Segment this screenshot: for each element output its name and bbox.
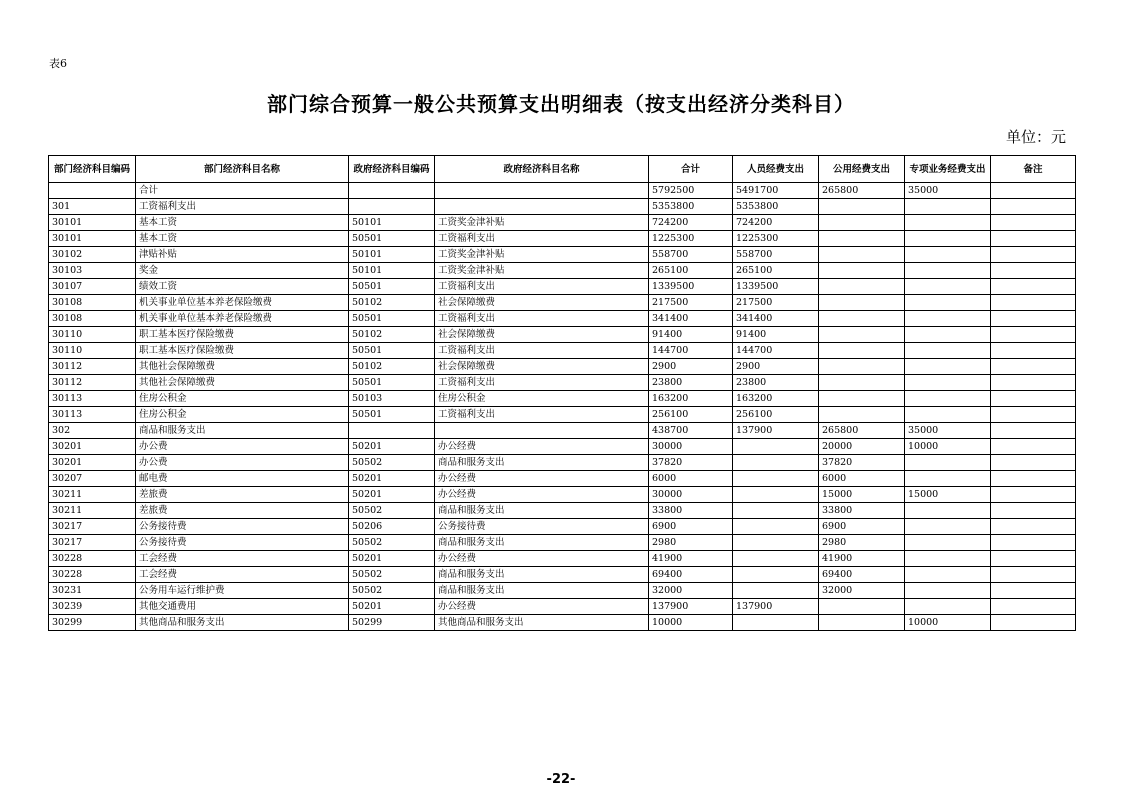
cell-special: 35000 [905, 423, 991, 439]
cell-dept-code: 30112 [49, 359, 136, 375]
cell-special [905, 295, 991, 311]
cell-dept-name: 公务接待费 [136, 519, 349, 535]
cell-note [991, 535, 1076, 551]
cell-total: 137900 [649, 599, 733, 615]
table-row [49, 407, 1076, 423]
cell-gov-code: 50102 [349, 295, 435, 311]
cell-special [905, 231, 991, 247]
cell-gov-code: 50502 [349, 567, 435, 583]
cell-gov-name: 工资福利支出 [435, 279, 649, 295]
cell-gov-code [349, 199, 435, 215]
cell-personnel: 1225300 [733, 231, 819, 247]
cell-public [819, 407, 905, 423]
cell-public: 265800 [819, 423, 905, 439]
cell-dept-code: 302 [49, 423, 136, 439]
cell-public [819, 327, 905, 343]
cell-dept-code: 30113 [49, 391, 136, 407]
table-row [49, 199, 1076, 215]
cell-gov-code: 50201 [349, 439, 435, 455]
cell-dept-name: 工会经费 [136, 551, 349, 567]
cell-gov-name: 商品和服务支出 [435, 535, 649, 551]
cell-note [991, 215, 1076, 231]
cell-public: 41900 [819, 551, 905, 567]
cell-personnel: 341400 [733, 311, 819, 327]
cell-special [905, 535, 991, 551]
cell-gov-code: 50501 [349, 311, 435, 327]
cell-gov-code: 50102 [349, 359, 435, 375]
cell-total: 5792500 [649, 183, 733, 199]
cell-public [819, 295, 905, 311]
cell-public [819, 263, 905, 279]
cell-dept-name: 公务接待费 [136, 535, 349, 551]
cell-dept-code: 30110 [49, 343, 136, 359]
cell-personnel: 2900 [733, 359, 819, 375]
cell-total: 341400 [649, 311, 733, 327]
cell-note [991, 439, 1076, 455]
cell-public [819, 231, 905, 247]
cell-dept-name: 商品和服务支出 [136, 423, 349, 439]
cell-note [991, 583, 1076, 599]
cell-dept-name: 其他社会保障缴费 [136, 359, 349, 375]
cell-note [991, 423, 1076, 439]
table-row [49, 455, 1076, 471]
cell-dept-name: 工会经费 [136, 567, 349, 583]
cell-dept-name: 绩效工资 [136, 279, 349, 295]
cell-gov-code: 50201 [349, 599, 435, 615]
table-row [49, 535, 1076, 551]
cell-personnel: 1339500 [733, 279, 819, 295]
page-number: -22- [546, 772, 576, 787]
header-personnel: 人员经费支出 [733, 156, 819, 183]
cell-dept-code: 30110 [49, 327, 136, 343]
header-gov-name: 政府经济科目名称 [435, 156, 649, 183]
cell-total: 6900 [649, 519, 733, 535]
cell-note [991, 615, 1076, 631]
cell-special [905, 455, 991, 471]
cell-personnel [733, 519, 819, 535]
cell-public [819, 391, 905, 407]
cell-public: 69400 [819, 567, 905, 583]
cell-dept-code: 30228 [49, 567, 136, 583]
cell-total: 91400 [649, 327, 733, 343]
cell-total: 30000 [649, 487, 733, 503]
table-row [49, 279, 1076, 295]
cell-personnel [733, 487, 819, 503]
cell-dept-name: 基本工资 [136, 215, 349, 231]
cell-total: 33800 [649, 503, 733, 519]
cell-gov-code: 50201 [349, 471, 435, 487]
cell-gov-code: 50101 [349, 247, 435, 263]
cell-note [991, 247, 1076, 263]
cell-dept-code: 30201 [49, 439, 136, 455]
cell-special [905, 567, 991, 583]
cell-total: 256100 [649, 407, 733, 423]
table-row [49, 599, 1076, 615]
cell-personnel: 137900 [733, 423, 819, 439]
cell-gov-name [435, 423, 649, 439]
table-row [49, 231, 1076, 247]
cell-note [991, 471, 1076, 487]
cell-total: 37820 [649, 455, 733, 471]
cell-gov-name: 工资福利支出 [435, 407, 649, 423]
cell-dept-name: 公务用车运行维护费 [136, 583, 349, 599]
table-row [49, 391, 1076, 407]
cell-personnel: 724200 [733, 215, 819, 231]
table-row [49, 487, 1076, 503]
cell-dept-code: 30217 [49, 519, 136, 535]
cell-gov-code: 50502 [349, 503, 435, 519]
cell-total: 5353800 [649, 199, 733, 215]
cell-total: 2900 [649, 359, 733, 375]
cell-dept-code: 30101 [49, 215, 136, 231]
cell-note [991, 487, 1076, 503]
cell-total: 6000 [649, 471, 733, 487]
cell-dept-code: 30211 [49, 487, 136, 503]
table-row [49, 215, 1076, 231]
cell-note [991, 327, 1076, 343]
cell-special [905, 551, 991, 567]
cell-dept-code: 30217 [49, 535, 136, 551]
cell-gov-name: 社会保障缴费 [435, 359, 649, 375]
cell-gov-name: 住房公积金 [435, 391, 649, 407]
cell-dept-name: 机关事业单位基本养老保险缴费 [136, 295, 349, 311]
cell-personnel: 256100 [733, 407, 819, 423]
cell-personnel [733, 615, 819, 631]
cell-gov-name: 其他商品和服务支出 [435, 615, 649, 631]
cell-dept-code: 30101 [49, 231, 136, 247]
cell-gov-code: 50502 [349, 583, 435, 599]
cell-special: 15000 [905, 487, 991, 503]
cell-dept-name: 住房公积金 [136, 407, 349, 423]
cell-note [991, 199, 1076, 215]
cell-special [905, 471, 991, 487]
table-row [49, 471, 1076, 487]
cell-public [819, 375, 905, 391]
table-row [49, 519, 1076, 535]
cell-gov-name: 商品和服务支出 [435, 503, 649, 519]
cell-gov-name: 社会保障缴费 [435, 295, 649, 311]
cell-gov-code: 50201 [349, 487, 435, 503]
cell-gov-name: 工资福利支出 [435, 375, 649, 391]
cell-note [991, 295, 1076, 311]
cell-total: 163200 [649, 391, 733, 407]
cell-dept-code: 301 [49, 199, 136, 215]
cell-total: 10000 [649, 615, 733, 631]
cell-dept-code: 30239 [49, 599, 136, 615]
table-row [49, 615, 1076, 631]
cell-dept-name: 津贴补贴 [136, 247, 349, 263]
cell-gov-code: 50502 [349, 535, 435, 551]
cell-public: 265800 [819, 183, 905, 199]
cell-gov-name: 工资奖金津补贴 [435, 215, 649, 231]
cell-note [991, 599, 1076, 615]
cell-gov-code: 50201 [349, 551, 435, 567]
cell-special [905, 519, 991, 535]
cell-special [905, 279, 991, 295]
cell-note [991, 311, 1076, 327]
cell-personnel: 91400 [733, 327, 819, 343]
cell-personnel [733, 567, 819, 583]
cell-public [819, 343, 905, 359]
table-number: 表6 [49, 57, 67, 70]
cell-dept-name: 职工基本医疗保险缴费 [136, 343, 349, 359]
cell-gov-name: 工资福利支出 [435, 343, 649, 359]
cell-special [905, 199, 991, 215]
cell-special [905, 599, 991, 615]
header-dept-code: 部门经济科目编码 [49, 156, 136, 183]
cell-public [819, 199, 905, 215]
cell-gov-name: 办公经费 [435, 599, 649, 615]
cell-public: 6000 [819, 471, 905, 487]
cell-dept-code: 30113 [49, 407, 136, 423]
cell-personnel: 558700 [733, 247, 819, 263]
header-dept-name: 部门经济科目名称 [136, 156, 349, 183]
table-row [49, 343, 1076, 359]
table-row [49, 583, 1076, 599]
cell-dept-name: 奖金 [136, 263, 349, 279]
cell-note [991, 263, 1076, 279]
cell-total: 144700 [649, 343, 733, 359]
cell-special: 10000 [905, 615, 991, 631]
cell-special [905, 215, 991, 231]
cell-special [905, 391, 991, 407]
cell-note [991, 279, 1076, 295]
cell-personnel [733, 535, 819, 551]
cell-special [905, 343, 991, 359]
cell-gov-name: 商品和服务支出 [435, 455, 649, 471]
cell-special [905, 263, 991, 279]
cell-dept-code: 30207 [49, 471, 136, 487]
cell-gov-name: 商品和服务支出 [435, 567, 649, 583]
cell-personnel: 163200 [733, 391, 819, 407]
cell-gov-code: 50501 [349, 279, 435, 295]
cell-gov-name: 工资奖金津补贴 [435, 247, 649, 263]
cell-special: 35000 [905, 183, 991, 199]
cell-dept-code: 30211 [49, 503, 136, 519]
cell-special [905, 327, 991, 343]
cell-gov-code: 50501 [349, 375, 435, 391]
cell-gov-name: 办公经费 [435, 471, 649, 487]
cell-dept-code: 30108 [49, 311, 136, 327]
header-special: 专项业务经费支出 [905, 156, 991, 183]
cell-gov-code: 50502 [349, 455, 435, 471]
cell-public: 33800 [819, 503, 905, 519]
cell-public [819, 359, 905, 375]
cell-dept-name: 邮电费 [136, 471, 349, 487]
cell-public [819, 279, 905, 295]
cell-special [905, 583, 991, 599]
cell-special [905, 359, 991, 375]
table-row [49, 423, 1076, 439]
cell-special [905, 247, 991, 263]
cell-personnel [733, 551, 819, 567]
cell-gov-code [349, 183, 435, 199]
cell-special [905, 311, 991, 327]
cell-note [991, 359, 1076, 375]
cell-dept-name: 职工基本医疗保险缴费 [136, 327, 349, 343]
cell-public [819, 599, 905, 615]
cell-gov-code: 50101 [349, 215, 435, 231]
table-row [49, 359, 1076, 375]
cell-dept-code: 30231 [49, 583, 136, 599]
cell-gov-name: 公务接待费 [435, 519, 649, 535]
cell-total: 32000 [649, 583, 733, 599]
cell-public [819, 215, 905, 231]
cell-note [991, 343, 1076, 359]
unit-label: 单位：元 [1006, 128, 1067, 146]
cell-public [819, 311, 905, 327]
cell-special [905, 407, 991, 423]
cell-public [819, 247, 905, 263]
cell-gov-code: 50101 [349, 263, 435, 279]
cell-total: 724200 [649, 215, 733, 231]
cell-gov-code: 50103 [349, 391, 435, 407]
cell-dept-name: 机关事业单位基本养老保险缴费 [136, 311, 349, 327]
page-title: 部门综合预算一般公共预算支出明细表（按支出经济分类科目） [267, 92, 855, 116]
cell-gov-code: 50102 [349, 327, 435, 343]
cell-personnel [733, 471, 819, 487]
table-row [49, 567, 1076, 583]
cell-personnel [733, 583, 819, 599]
table-row [49, 247, 1076, 263]
cell-total: 217500 [649, 295, 733, 311]
cell-note [991, 455, 1076, 471]
cell-dept-name: 办公费 [136, 455, 349, 471]
cell-dept-name: 其他交通费用 [136, 599, 349, 615]
cell-personnel [733, 439, 819, 455]
table-row [49, 311, 1076, 327]
cell-gov-name: 社会保障缴费 [435, 327, 649, 343]
cell-note [991, 407, 1076, 423]
cell-dept-name: 差旅费 [136, 503, 349, 519]
cell-dept-name: 合计 [136, 183, 349, 199]
cell-gov-name: 办公经费 [435, 487, 649, 503]
table-header-row [49, 156, 1076, 183]
cell-public: 2980 [819, 535, 905, 551]
header-gov-code: 政府经济科目编码 [349, 156, 435, 183]
cell-gov-code: 50299 [349, 615, 435, 631]
cell-gov-code: 50501 [349, 231, 435, 247]
cell-public [819, 615, 905, 631]
cell-total: 30000 [649, 439, 733, 455]
cell-public: 32000 [819, 583, 905, 599]
cell-gov-name [435, 183, 649, 199]
cell-gov-code: 50206 [349, 519, 435, 535]
cell-dept-code: 30102 [49, 247, 136, 263]
expenditure-table [48, 155, 1076, 631]
cell-dept-name: 基本工资 [136, 231, 349, 247]
cell-dept-name: 其他社会保障缴费 [136, 375, 349, 391]
table-row [49, 263, 1076, 279]
cell-dept-code: 30103 [49, 263, 136, 279]
cell-special [905, 375, 991, 391]
cell-dept-code: 30201 [49, 455, 136, 471]
cell-total: 1225300 [649, 231, 733, 247]
header-public: 公用经费支出 [819, 156, 905, 183]
table-row [49, 551, 1076, 567]
cell-note [991, 567, 1076, 583]
cell-note [991, 375, 1076, 391]
cell-note [991, 183, 1076, 199]
cell-personnel: 5491700 [733, 183, 819, 199]
table-row [49, 375, 1076, 391]
cell-personnel: 265100 [733, 263, 819, 279]
cell-total: 558700 [649, 247, 733, 263]
cell-dept-name: 工资福利支出 [136, 199, 349, 215]
cell-dept-name: 办公费 [136, 439, 349, 455]
cell-public: 37820 [819, 455, 905, 471]
cell-total: 438700 [649, 423, 733, 439]
cell-total: 2980 [649, 535, 733, 551]
cell-public: 20000 [819, 439, 905, 455]
cell-note [991, 551, 1076, 567]
cell-dept-name: 其他商品和服务支出 [136, 615, 349, 631]
cell-personnel [733, 503, 819, 519]
cell-total: 1339500 [649, 279, 733, 295]
cell-note [991, 519, 1076, 535]
table-row [49, 327, 1076, 343]
cell-total: 265100 [649, 263, 733, 279]
cell-dept-name: 差旅费 [136, 487, 349, 503]
cell-note [991, 391, 1076, 407]
cell-total: 23800 [649, 375, 733, 391]
cell-special: 10000 [905, 439, 991, 455]
header-note: 备注 [991, 156, 1076, 183]
cell-gov-name: 工资福利支出 [435, 231, 649, 247]
cell-dept-code: 30228 [49, 551, 136, 567]
cell-gov-name: 办公经费 [435, 551, 649, 567]
cell-gov-code: 50501 [349, 407, 435, 423]
cell-gov-name: 办公经费 [435, 439, 649, 455]
cell-note [991, 503, 1076, 519]
cell-gov-name [435, 199, 649, 215]
cell-gov-name: 商品和服务支出 [435, 583, 649, 599]
cell-personnel: 137900 [733, 599, 819, 615]
cell-personnel: 217500 [733, 295, 819, 311]
cell-dept-name: 住房公积金 [136, 391, 349, 407]
header-total: 合计 [649, 156, 733, 183]
table-row [49, 439, 1076, 455]
cell-gov-code: 50501 [349, 343, 435, 359]
cell-dept-code: 30299 [49, 615, 136, 631]
cell-gov-name: 工资福利支出 [435, 311, 649, 327]
cell-note [991, 231, 1076, 247]
cell-total: 69400 [649, 567, 733, 583]
table-row [49, 183, 1076, 199]
cell-public: 6900 [819, 519, 905, 535]
cell-dept-code: 30112 [49, 375, 136, 391]
cell-public: 15000 [819, 487, 905, 503]
cell-personnel: 5353800 [733, 199, 819, 215]
table-row [49, 503, 1076, 519]
cell-personnel [733, 455, 819, 471]
cell-gov-name: 工资奖金津补贴 [435, 263, 649, 279]
cell-personnel: 144700 [733, 343, 819, 359]
cell-personnel: 23800 [733, 375, 819, 391]
cell-special [905, 503, 991, 519]
cell-dept-code [49, 183, 136, 199]
cell-gov-code [349, 423, 435, 439]
table-row [49, 295, 1076, 311]
cell-dept-code: 30108 [49, 295, 136, 311]
cell-dept-code: 30107 [49, 279, 136, 295]
cell-total: 41900 [649, 551, 733, 567]
